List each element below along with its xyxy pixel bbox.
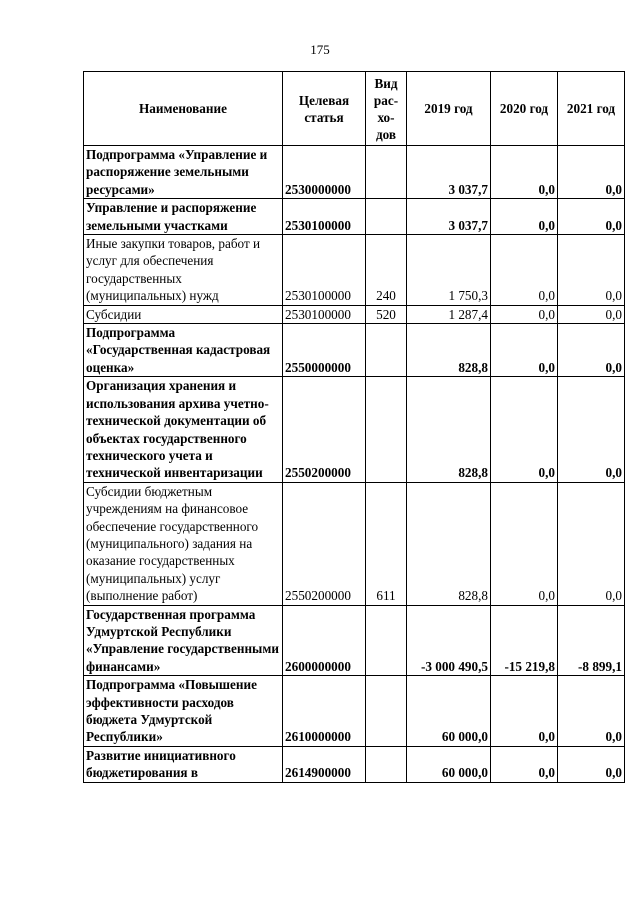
row-2019: 828,8 [407,482,491,605]
row-2019: 3 037,7 [407,199,491,235]
row-expense-type [366,676,407,747]
row-expense-type [366,377,407,482]
row-name: Субсидии бюджетным учреждениям на финансовое обеспечение государственного (муниципального) задания на оказание государственных (муниципальных) услуг (выполнение работ) [84,482,283,605]
row-2020: 0,0 [491,146,558,199]
row-2021: 0,0 [558,676,625,747]
row-2021: 0,0 [558,235,625,306]
row-2021: -8 899,1 [558,605,625,676]
row-expense-type [366,746,407,782]
row-name: Государственная программа Удмуртской Республики «Управление государственными финансами» [84,605,283,676]
row-2020: 0,0 [491,746,558,782]
row-2020: 0,0 [491,324,558,377]
row-2019: 1 750,3 [407,235,491,306]
row-2020: 0,0 [491,676,558,747]
budget-table [83,71,625,783]
row-2019: 828,8 [407,377,491,482]
row-name: Подпрограмма «Государственная кадастровая оценка» [84,324,283,377]
row-2021: 0,0 [558,482,625,605]
table-header-row [84,72,625,146]
page-number: 175 [310,42,330,57]
table-row [84,676,625,747]
table-row [84,324,625,377]
table-row [84,746,625,782]
row-2020: 0,0 [491,305,558,323]
row-name: Организация хранения и использования архива учетно-технической документации об объектах государственного технического учета и технической инвентаризации [84,377,283,482]
row-code: 2610000000 [283,676,366,747]
row-2019: 3 037,7 [407,146,491,199]
row-code: 2530100000 [283,199,366,235]
row-expense-type: 520 [366,305,407,323]
row-name: Субсидии [84,305,283,323]
row-name: Иные закупки товаров, работ и услуг для обеспечения государственных (муниципальных) нужд [84,235,283,306]
header-name: Наименование [84,72,283,146]
row-2019: 1 287,4 [407,305,491,323]
row-code: 2530100000 [283,305,366,323]
row-expense-type: 611 [366,482,407,605]
row-2021: 0,0 [558,746,625,782]
table-row [84,377,625,482]
row-2021: 0,0 [558,377,625,482]
table-row [84,482,625,605]
row-code: 2530000000 [283,146,366,199]
table-row [84,305,625,323]
table-row [84,605,625,676]
row-2021: 0,0 [558,199,625,235]
row-2019: -3 000 490,5 [407,605,491,676]
row-name: Подпрограмма «Управление и распоряжение земельными ресурсами» [84,146,283,199]
row-2020: 0,0 [491,482,558,605]
row-code: 2530100000 [283,235,366,306]
header-2021: 2021 год [558,72,625,146]
table-row [84,235,625,306]
row-code: 2614900000 [283,746,366,782]
row-expense-type [366,324,407,377]
row-code: 2550200000 [283,377,366,482]
row-code: 2550000000 [283,324,366,377]
row-expense-type: 240 [366,235,407,306]
row-name: Управление и распоряжение земельными участками [84,199,283,235]
table-row [84,146,625,199]
table-row [84,199,625,235]
row-expense-type [366,199,407,235]
row-2020: 0,0 [491,377,558,482]
row-2020: -15 219,8 [491,605,558,676]
row-2020: 0,0 [491,235,558,306]
header-expense-type: Вид рас-хо-дов [366,72,407,146]
row-2019: 828,8 [407,324,491,377]
row-2019: 60 000,0 [407,746,491,782]
row-expense-type [366,605,407,676]
row-2021: 0,0 [558,305,625,323]
header-target-article: Целевая статья [283,72,366,146]
row-2019: 60 000,0 [407,676,491,747]
row-code: 2550200000 [283,482,366,605]
row-expense-type [366,146,407,199]
header-2020: 2020 год [491,72,558,146]
header-2019: 2019 год [407,72,491,146]
row-code: 2600000000 [283,605,366,676]
row-2020: 0,0 [491,199,558,235]
row-name: Подпрограмма «Повышение эффективности расходов бюджета Удмуртской Республики» [84,676,283,747]
row-name: Развитие инициативного бюджетирования в [84,746,283,782]
row-2021: 0,0 [558,324,625,377]
row-2021: 0,0 [558,146,625,199]
